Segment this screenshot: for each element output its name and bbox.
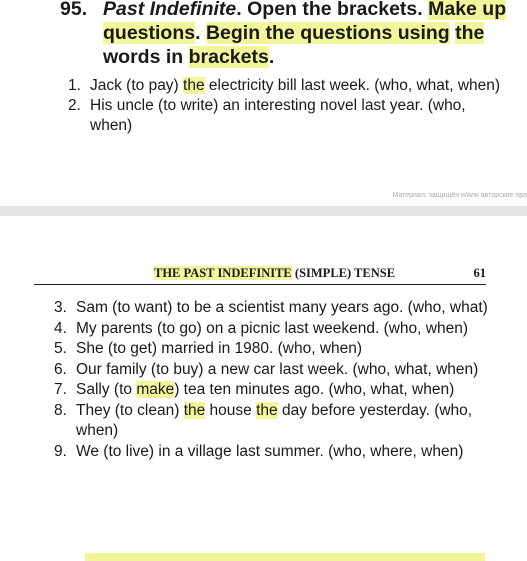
item-text: the	[256, 401, 278, 419]
instruction-part: Begin the questions using	[205, 22, 450, 44]
item-text: house	[205, 401, 257, 419]
instruction-part: Make up questions	[103, 0, 507, 44]
item-number: 5.	[54, 340, 67, 357]
list-item	[54, 442, 494, 463]
list-item	[54, 360, 494, 381]
copyright-watermark: Материал, защищён и/или авторские пра	[392, 192, 527, 199]
list-item	[54, 401, 494, 442]
list-item	[54, 319, 494, 340]
running-head	[154, 266, 395, 281]
exercise-instruction	[103, 0, 520, 69]
item-text: His uncle (to write) an interesting novel last year. (who, when)	[90, 97, 466, 134]
instruction-part: brackets	[188, 46, 269, 68]
item-number: 8.	[54, 401, 67, 419]
page-divider	[0, 206, 527, 216]
item-text: My parents (to go) on a picnic last weekend. (who, when)	[76, 319, 468, 337]
item-text: Our family (to buy) a new car last week. (who, what, when)	[76, 360, 479, 378]
item-text: day before yesterday. (who, when)	[76, 401, 473, 439]
instruction-part: .	[268, 46, 275, 68]
item-number: 7.	[54, 381, 67, 398]
running-head-part: (SIMPLE) TENSE	[291, 266, 396, 280]
highlight-band	[85, 553, 485, 561]
instruction-part: Open the brackets	[247, 0, 418, 20]
item-number: 1.	[68, 77, 81, 94]
instruction-part: the	[455, 22, 485, 44]
instruction-part: .	[195, 22, 206, 44]
item-number: 4.	[54, 319, 67, 337]
exercise-list-top	[68, 76, 508, 136]
list-item	[54, 380, 494, 401]
instruction-part: Past Indefinite	[103, 0, 237, 20]
item-text: We (to live) in a village last summer. (who, where, when)	[76, 442, 464, 460]
instruction-part: words in	[103, 46, 189, 68]
item-text: electricity bill last week. (who, what, when)	[204, 77, 501, 94]
item-text: make	[136, 381, 175, 398]
list-item	[68, 96, 508, 136]
instruction-part: .	[236, 0, 248, 20]
list-item	[68, 76, 508, 96]
exercise-title	[60, 0, 520, 69]
running-head-part: THE PAST INDEFINITE	[154, 266, 292, 280]
item-text: Jack (to pay)	[90, 77, 184, 94]
exercise-number: 95.	[60, 0, 88, 20]
list-item	[54, 298, 494, 319]
exercise-list-bottom	[54, 298, 494, 462]
item-text: the	[183, 401, 206, 419]
item-text: ) tea ten minutes ago. (who, what, when)	[174, 381, 455, 398]
item-text: She (to get) married in 1980. (who, when)	[76, 340, 363, 357]
item-number: 9.	[54, 442, 67, 460]
item-number: 2.	[68, 97, 81, 114]
item-number: 3.	[54, 299, 67, 316]
item-text: They (to clean)	[76, 401, 184, 419]
page-header	[34, 266, 486, 285]
instruction-part: .	[417, 0, 429, 20]
page-number: 61	[473, 266, 486, 280]
list-item	[54, 339, 494, 360]
item-number: 6.	[54, 360, 67, 378]
item-text: Sam (to want) to be a scientist many years ago. (who, what)	[76, 299, 488, 316]
item-text: Sally (to	[76, 381, 137, 398]
item-text: the	[183, 77, 205, 94]
